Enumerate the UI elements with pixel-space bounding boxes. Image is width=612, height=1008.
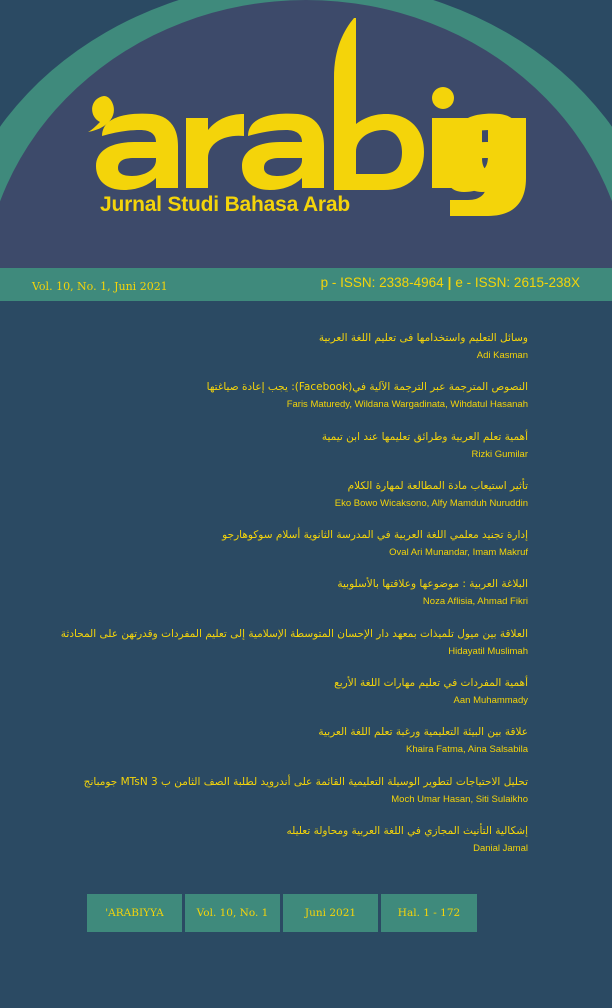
p-issn: p - ISSN: 2338-4964 [320, 275, 444, 290]
journal-logo-end [452, 40, 532, 240]
volume-label: Vol. 10, No. 1, Juni 2021 [32, 280, 168, 293]
list-item [83, 774, 528, 823]
article-authors: Noza Aflisia, Ahmad Fikri [422, 596, 528, 608]
issn-separator: | [447, 275, 452, 290]
list-item [90, 823, 528, 872]
footer-info [87, 894, 477, 932]
list-item [90, 527, 528, 576]
list-item [90, 330, 528, 379]
article-title: العلاقة بين ميول تلميذات بمعهد دار الإحسان المتوسطة الإسلامية إلى تعليم المفردات وقدرتهن على المحادثة [60, 627, 528, 640]
article-authors: Hidayatil Muslimah [448, 645, 528, 657]
e-issn: e - ISSN: 2615-238X [455, 275, 580, 290]
article-title: تحليل الاحتياجات لتطوير الوسيلة التعليمية القائمة على أندرويد لطلبة الصف الثامن ب MTsN 3 جومبانج [83, 775, 528, 788]
table-of-contents [60, 330, 528, 872]
list-item [90, 429, 528, 478]
header [0, 0, 612, 268]
issn-info [321, 275, 580, 290]
article-title: البلاغة العربية : موضوعها وعلاقتها بالأسلوبية [337, 578, 528, 591]
article-title: تأثير استيعاب مادة المطالعة لمهارة الكلام [347, 479, 528, 492]
article-authors: Faris Maturedy, Wildana Wargadinata, Wihdatul Hasanah [286, 399, 528, 411]
article-authors: Rizki Gumilar [471, 448, 528, 460]
footer-volume: Vol. 10, No. 1 [185, 894, 280, 932]
article-authors: Oval Ari Munandar, Imam Makruf [389, 547, 528, 559]
arabiyya-logo-end-svg [452, 40, 532, 180]
list-item [90, 675, 528, 724]
list-item [90, 379, 528, 428]
issue-band [0, 268, 612, 301]
list-item [60, 626, 528, 675]
list-item [90, 576, 528, 625]
footer-journal: 'ARABIYYA [87, 894, 182, 932]
article-title: علاقة بين البيئة التعليمية ورغبة تعلم اللغة العربية [318, 726, 528, 739]
article-authors: Moch Umar Hasan, Siti Sulaikho [391, 793, 528, 805]
footer-pages: Hal. 1 - 172 [381, 894, 477, 932]
article-authors: Aan Muhammady [453, 695, 528, 707]
article-title: النصوص المترجمة عبر الترجمة الآلية في(Facebook): يجب إعادة صياغتها [206, 381, 528, 394]
article-authors: Eko Bowo Wicaksono, Alfy Mamduh Nuruddin [334, 497, 528, 509]
article-title: إدارة تجنيد معلمي اللغة العربية في المدرسة الثانوية أسلام سوكوهارجو [222, 529, 528, 542]
list-item [90, 724, 528, 773]
article-authors: Danial Jamal [473, 842, 528, 854]
list-item [90, 478, 528, 527]
journal-subtitle: Jurnal Studi Bahasa Arab [100, 193, 350, 216]
article-title: وسائل التعليم واستخدامها فى تعليم اللغة العربية [318, 332, 528, 344]
article-title: أهمية تعلم العربية وطرائق تعليمها عند ابن تيمية [321, 430, 528, 443]
article-authors: Adi Kasman [476, 350, 528, 361]
article-title: إشكالية التأنيث المجازي في اللغة العربية ومحاولة تعليله [286, 824, 528, 837]
article-title: أهمية المفردات في تعليم مهارات اللغة الأربع [334, 677, 528, 690]
footer-date: Juni 2021 [283, 894, 378, 932]
article-authors: Khaira Fatma, Aina Salsabila [406, 744, 528, 756]
